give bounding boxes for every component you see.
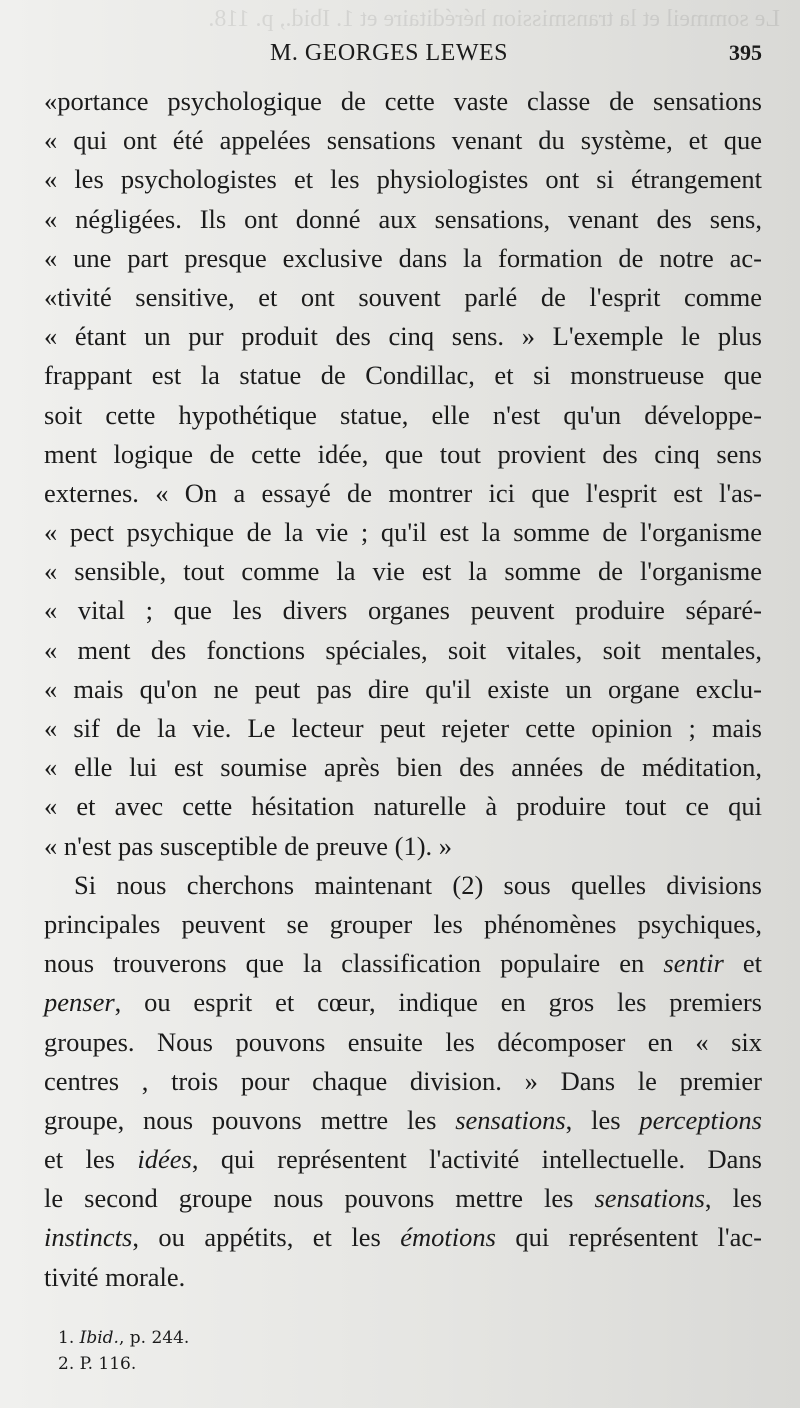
- italic-term: perceptions: [639, 1104, 762, 1135]
- text-line: groupes. Nous pouvons ensuite les décomposer en « six: [44, 1026, 762, 1057]
- text-line: « ment des fonctions spéciales, soit vitales, soit mentales,: [44, 634, 762, 665]
- bleed-through-line: Le sommeil et la transmission héréditaire et 1. Ibid., p. 118.: [208, 6, 780, 32]
- italic-term: idées: [137, 1144, 192, 1175]
- text-line: centres , trois pour chaque division. » Dans le premier: [44, 1065, 762, 1096]
- text-line: tivité morale.: [44, 1261, 186, 1292]
- page-number: 395: [729, 40, 762, 65]
- footnote-2: 2. P. 116.: [58, 1354, 137, 1374]
- footnote-1: [58, 1325, 189, 1351]
- text-line: « étant un pur produit des cinq sens. » L'exemple le plus: [44, 321, 762, 352]
- text-line: « pect psychique de la vie ; qu'il est la somme de l'organisme: [44, 517, 762, 548]
- italic-term: sensations: [594, 1183, 705, 1214]
- text-line: [44, 944, 762, 983]
- text-line: « vital ; que les divers organes peuvent produire séparé-: [44, 595, 762, 626]
- text-line: « qui ont été appelées sensations venant du système, et que: [44, 125, 762, 156]
- text-line: [44, 1140, 762, 1179]
- text-line: Si nous cherchons maintenant (2) sous quelles divisions: [74, 869, 762, 900]
- text-line: « n'est pas susceptible de preuve (1). »: [44, 830, 453, 861]
- running-header: [40, 38, 762, 68]
- text-line: « négligées. Ils ont donné aux sensations, venant des sens,: [44, 203, 762, 234]
- text-line: [44, 983, 762, 1022]
- text-line: « mais qu'on ne peut pas dire qu'il existe un organe exclu-: [44, 673, 762, 704]
- footnote-ibid: Ibid.: [79, 1328, 119, 1348]
- text-run: nous trouverons que la classification populaire en: [44, 948, 664, 979]
- text-line: « une part presque exclusive dans la formation de notre ac-: [44, 242, 762, 273]
- text-run: , qui représentent l'activité intellectuelle. Dans: [191, 1144, 762, 1175]
- text-line: soit cette hypothétique statue, elle n'est qu'un développe-: [44, 399, 762, 430]
- text-line: [44, 1179, 762, 1218]
- text-line: «portance psychologique de cette vaste classe de sensations: [44, 86, 762, 116]
- text-line: [44, 1101, 762, 1140]
- body-text: [44, 82, 762, 1297]
- footnotes: [58, 1325, 189, 1377]
- text-run: et les: [44, 1144, 138, 1175]
- italic-term: émotions: [400, 1222, 496, 1253]
- italic-term: penser: [44, 987, 115, 1018]
- text-line: principales peuvent se grouper les phénomènes psychiques,: [44, 908, 762, 939]
- text-run: , les: [704, 1183, 763, 1214]
- text-run: et: [723, 948, 763, 979]
- text-line: ment logique de cette idée, que tout provient des cinq sens: [44, 438, 762, 469]
- text-line: « sif de la vie. Le lecteur peut rejeter cette opinion ; mais: [44, 713, 762, 743]
- italic-term: instincts: [44, 1222, 133, 1253]
- italic-term: sensations: [455, 1104, 566, 1135]
- running-title: M. GEORGES LEWES: [270, 40, 508, 66]
- footnote-number: 1.: [58, 1328, 75, 1348]
- text-line: « sensible, tout comme la vie est la somme de l'organisme: [44, 556, 762, 587]
- text-line: « elle lui est soumise après bien des années de méditation,: [44, 752, 762, 783]
- text-line: frappant est la statue de Condillac, et si monstrueuse que: [44, 360, 762, 391]
- text-run: groupe, nous pouvons mettre les: [44, 1104, 456, 1135]
- footnote-text: , p. 244.: [118, 1328, 190, 1348]
- text-line: «tivité sensitive, et ont souvent parlé de l'esprit comme: [44, 281, 762, 312]
- text-run: le second groupe nous pouvons mettre les: [44, 1183, 595, 1214]
- text-line: externes. « On a essayé de montrer ici que l'esprit est l'as-: [44, 477, 762, 508]
- text-run: , ou esprit et cœur, indique en gros les premiers: [114, 987, 762, 1018]
- italic-term: sentir: [663, 948, 724, 979]
- text-line: [44, 1218, 762, 1257]
- text-run: qui représentent l'ac-: [495, 1222, 762, 1253]
- text-line: « les psychologistes et les physiologistes ont si étrangement: [44, 164, 762, 195]
- text-run: , ou appétits, et les: [132, 1222, 401, 1253]
- text-line: « et avec cette hésitation naturelle à produire tout ce qui: [44, 791, 762, 822]
- text-run: , les: [565, 1104, 640, 1135]
